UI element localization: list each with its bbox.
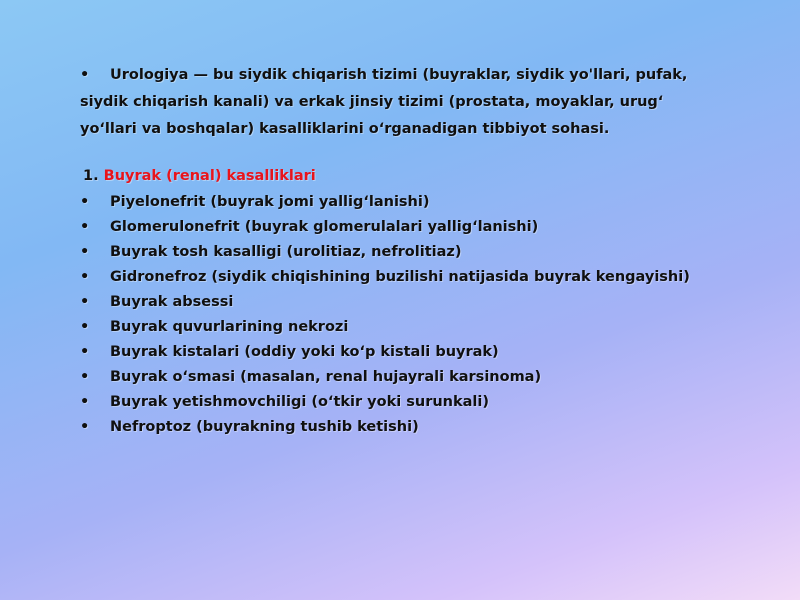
bullet-icon: •: [80, 219, 90, 235]
list-item: [80, 315, 770, 340]
list-item-text: Buyrak quvurlarining nekrozi: [110, 319, 349, 335]
list-item-text: Gidronefroz (siydik chiqishining buzilishi natijasida buyrak kengayishi): [110, 269, 690, 285]
list-item: [80, 215, 770, 240]
intro-line-1: Urologiya — bu siydik chiqarish tizimi (buyraklar, siydik yo'llari, pufak,: [110, 67, 688, 83]
bullet-icon: •: [80, 244, 90, 260]
intro-line-2: siydik chiqarish kanali) va erkak jinsiy tizimi (prostata, moyaklar, urugʻ: [80, 94, 664, 110]
bullet-icon: •: [80, 369, 90, 385]
intro-paragraph: [80, 62, 770, 143]
list-item-text: Glomerulonefrit (buyrak glomerulalari yalligʻlanishi): [110, 219, 539, 235]
list-item: [80, 365, 770, 390]
section-renal-diseases: [80, 165, 770, 440]
list-item: [80, 390, 770, 415]
section-title: Buyrak (renal) kasalliklari: [103, 168, 316, 184]
list-item: [80, 340, 770, 365]
bullet-icon: •: [80, 319, 90, 335]
list-item-text: Buyrak kistalari (oddiy yoki koʻp kistali buyrak): [110, 344, 499, 360]
list-item-text: Buyrak yetishmovchiligi (oʻtkir yoki surunkali): [110, 394, 490, 410]
list-item-text: Buyrak tosh kasalligi (urolitiaz, nefrolitiaz): [110, 244, 462, 260]
list-item: [80, 190, 770, 215]
bullet-icon: •: [80, 269, 90, 285]
disease-list: [80, 190, 770, 440]
list-item-text: Nefroptoz (buyrakning tushib ketishi): [110, 419, 419, 435]
list-item: [80, 265, 770, 290]
intro-line-3: yoʻllari va boshqalar) kasalliklarini oʻrganadigan tibbiyot sohasi.: [80, 121, 610, 137]
section-number: 1.: [83, 168, 99, 184]
list-item-text: Buyrak absessi: [110, 294, 234, 310]
list-item-text: Buyrak oʻsmasi (masalan, renal hujayrali karsinoma): [110, 369, 542, 385]
bullet-icon: •: [80, 194, 90, 210]
bullet-icon: •: [80, 67, 90, 83]
list-item: [80, 415, 770, 440]
bullet-icon: •: [80, 344, 90, 360]
list-item-text: Piyelonefrit (buyrak jomi yalligʻlanishi): [110, 194, 430, 210]
list-item: [80, 240, 770, 265]
section-heading: [80, 165, 770, 187]
bullet-icon: •: [80, 394, 90, 410]
list-item: [80, 290, 770, 315]
slide-content: [80, 62, 770, 440]
bullet-icon: •: [80, 294, 90, 310]
bullet-icon: •: [80, 419, 90, 435]
